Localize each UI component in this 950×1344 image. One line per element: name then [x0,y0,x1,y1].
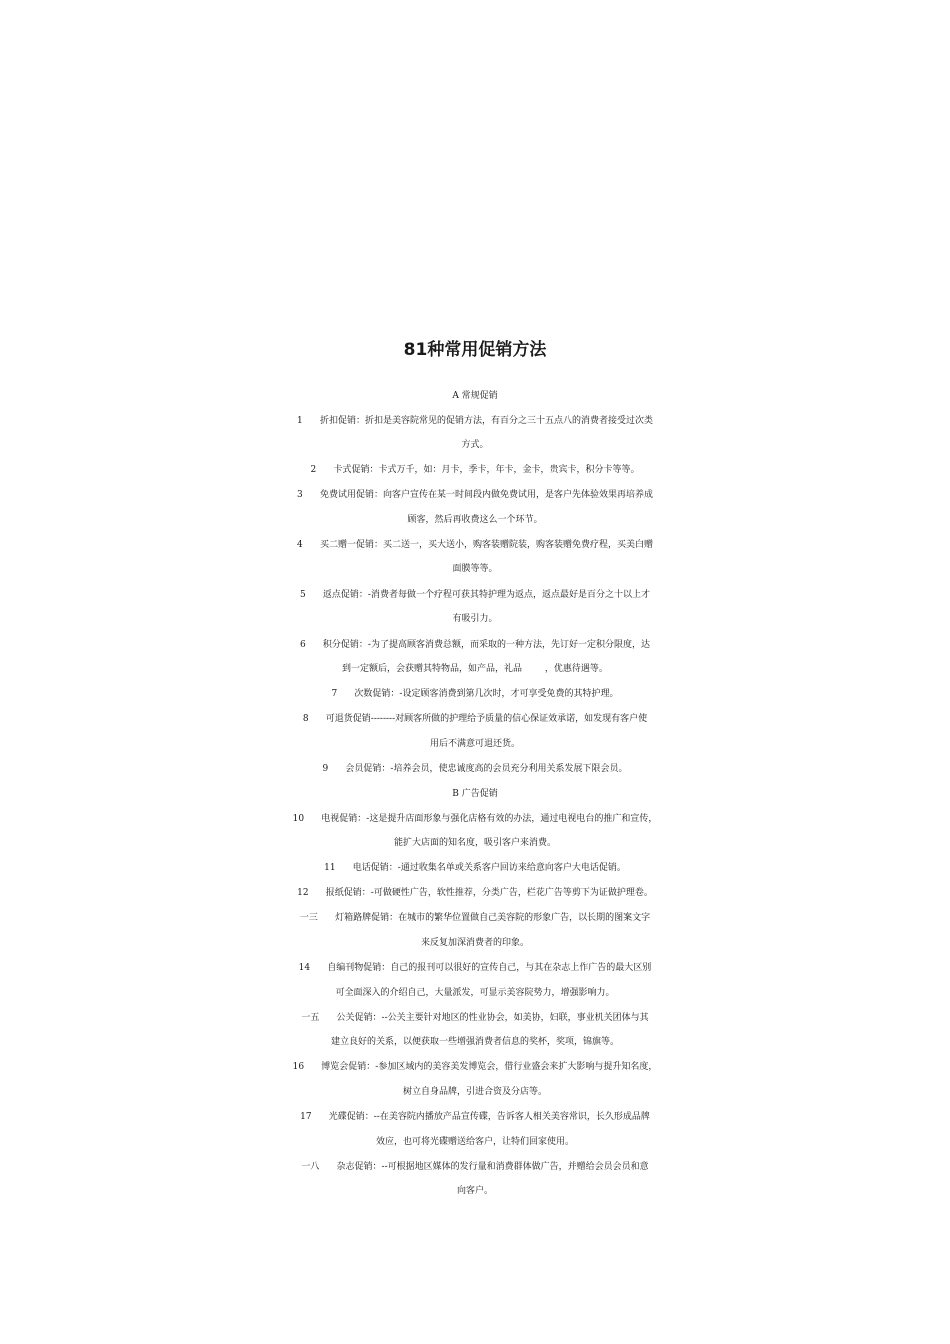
item-text: 积分促销：-为了提高顾客消费总额，而采取的一种方法，先订好一定积分限度，达 [322,640,650,650]
item-text: 电话促销：-通过收集名单或关系客户回访来给意向客户大电话促销。 [352,863,626,873]
list-item-2-line1 [0,460,950,480]
list-item-8-line1 [0,709,950,729]
list-item-15-line1 [0,1008,950,1028]
item-number: 11 [324,863,336,873]
list-item-6-line2: 到一定额后，会获赠其特物品，如产品，礼品 ，优惠待遇等。 [342,664,608,674]
item-text: 电视促销：-这是提升店面形象与强化店格有效的办法，通过电视电台的推广和宣传， [321,814,658,824]
list-item-16-line1 [0,1057,950,1077]
item-number: 12 [297,888,309,898]
item-text: 杂志促销：--可根据地区媒体的发行量和消费群体做广告，并赠给会员会员和意 [336,1162,649,1172]
item-text: 免费试用促销：向客户宣传在某一时间段内做免费试用，是客户先体验效果再培养成 [319,490,653,500]
item-text: 可退货促销--------对顾客所做的护理给予质量的信心保证效承诺，如发现有客户使 [325,714,648,724]
list-item-18-line1 [0,1157,950,1177]
item-text: 公关促销：--公关主要针对地区的性业协会，如美协，妇联，事业机关团体与其 [336,1013,649,1023]
item-number: 7 [331,689,338,699]
list-item-3-line1 [0,485,950,505]
section-heading-a: A 常规促销 [452,391,498,401]
list-item-9-line1 [0,759,950,779]
list-item-13-line2: 来反复加深消费者的印象。 [420,938,529,948]
page-title: 81种常用促销方法 [403,340,547,360]
item-text: 买二赠一促销：买二送一，买大送小，购客装赠院装，购客装赠免费疗程，买美白赠 [319,540,653,550]
item-number: 一三 [299,913,318,923]
item-number: 9 [322,764,329,774]
list-item-13-line1 [0,908,950,928]
section-heading-b: B 广告促销 [452,789,498,799]
item-text: 光碟促销：--在美容院内播放产品宣传碟，告诉客人相关美容常识，长久形成品牌 [328,1112,650,1122]
list-item-15-line2: 建立良好的关系，以便获取一些增强消费者信息的奖杯，奖项，锦旗等。 [330,1037,619,1047]
item-text: 返点促销：-消费者每做一个疗程可获其特护理为返点，返点最好是百分之十以上才 [322,590,650,600]
list-item-1-line2: 方式。 [461,440,489,450]
list-item-6-line1 [0,635,950,655]
list-item-18-line2: 向客户。 [456,1186,493,1196]
list-item-5-line2: 有吸引力。 [452,614,498,624]
item-number: 6 [300,640,306,650]
item-number: 1 [297,416,303,426]
item-number: 3 [297,490,303,500]
list-item-11-line1 [0,858,950,878]
list-item-4-line2: 面膜等等。 [452,564,498,574]
list-item-17-line2: 效应，也可将光碟赠送给客户，让特们回家使用。 [375,1137,574,1147]
item-number: 一八 [301,1162,320,1172]
list-item-8-line2: 用后不满意可退还货。 [429,739,520,749]
item-number: 5 [300,590,306,600]
item-number: 14 [298,963,311,973]
item-number: 10 [292,814,305,824]
item-text: 次数促销：-设定顾客消费到第几次时，才可享受免费的其特护理。 [354,689,619,699]
item-number: 17 [300,1112,312,1122]
list-item-5-line1 [0,585,950,605]
item-text: 卡式促销：卡式万千，如：月卡，季卡，年卡，金卡，贵宾卡，积分卡等等。 [333,465,640,475]
list-item-14-line2: 可全面深入的介绍自己，大量派发，可显示美容院势力，增强影响力。 [335,988,615,998]
item-number: 8 [302,714,309,724]
item-text: 折扣促销：折扣是美容院常见的促销方法，有百分之三十五点八的消费者接受过次类 [319,416,653,426]
item-number: 16 [292,1062,305,1072]
list-item-7-line1 [0,684,950,704]
list-item-16-line2: 树立自身品牌，引进合资及分店等。 [402,1087,547,1097]
item-text: 会员促销：-培养会员，使忠诚度高的会员充分利用关系发展下限会员。 [345,764,628,774]
list-item-14-line1 [0,958,950,978]
list-item-3-line2: 顾客，然后再收费这么一个环节。 [407,515,543,525]
list-item-4-line1 [0,535,950,555]
item-text: 灯箱路牌促销：在城市的繁华位置做自己美容院的形象广告，以长期的图案文字 [335,913,651,923]
item-text: 自编刊物促销：自己的报刊可以很好的宣传自己，与其在杂志上作广告的最大区别 [327,963,652,973]
list-item-10-line2: 能扩大店面的知名度，吸引客户来消费。 [393,838,556,848]
item-number: 4 [297,540,303,550]
item-number: 2 [310,465,317,475]
list-item-1-line1 [0,411,950,431]
item-text: 博览会促销：-参加区域内的美容美发博览会，借行业盛会来扩大影响与提升知名度， [321,1062,658,1072]
item-text: 报纸促销：-可做硬性广告，软性推荐，分类广告，栏花广告等剪下为证做护理卷。 [325,888,653,898]
list-item-10-line1 [0,809,950,829]
item-number: 一五 [301,1013,320,1023]
list-item-17-line1 [0,1107,950,1127]
list-item-12-line1 [0,883,950,903]
